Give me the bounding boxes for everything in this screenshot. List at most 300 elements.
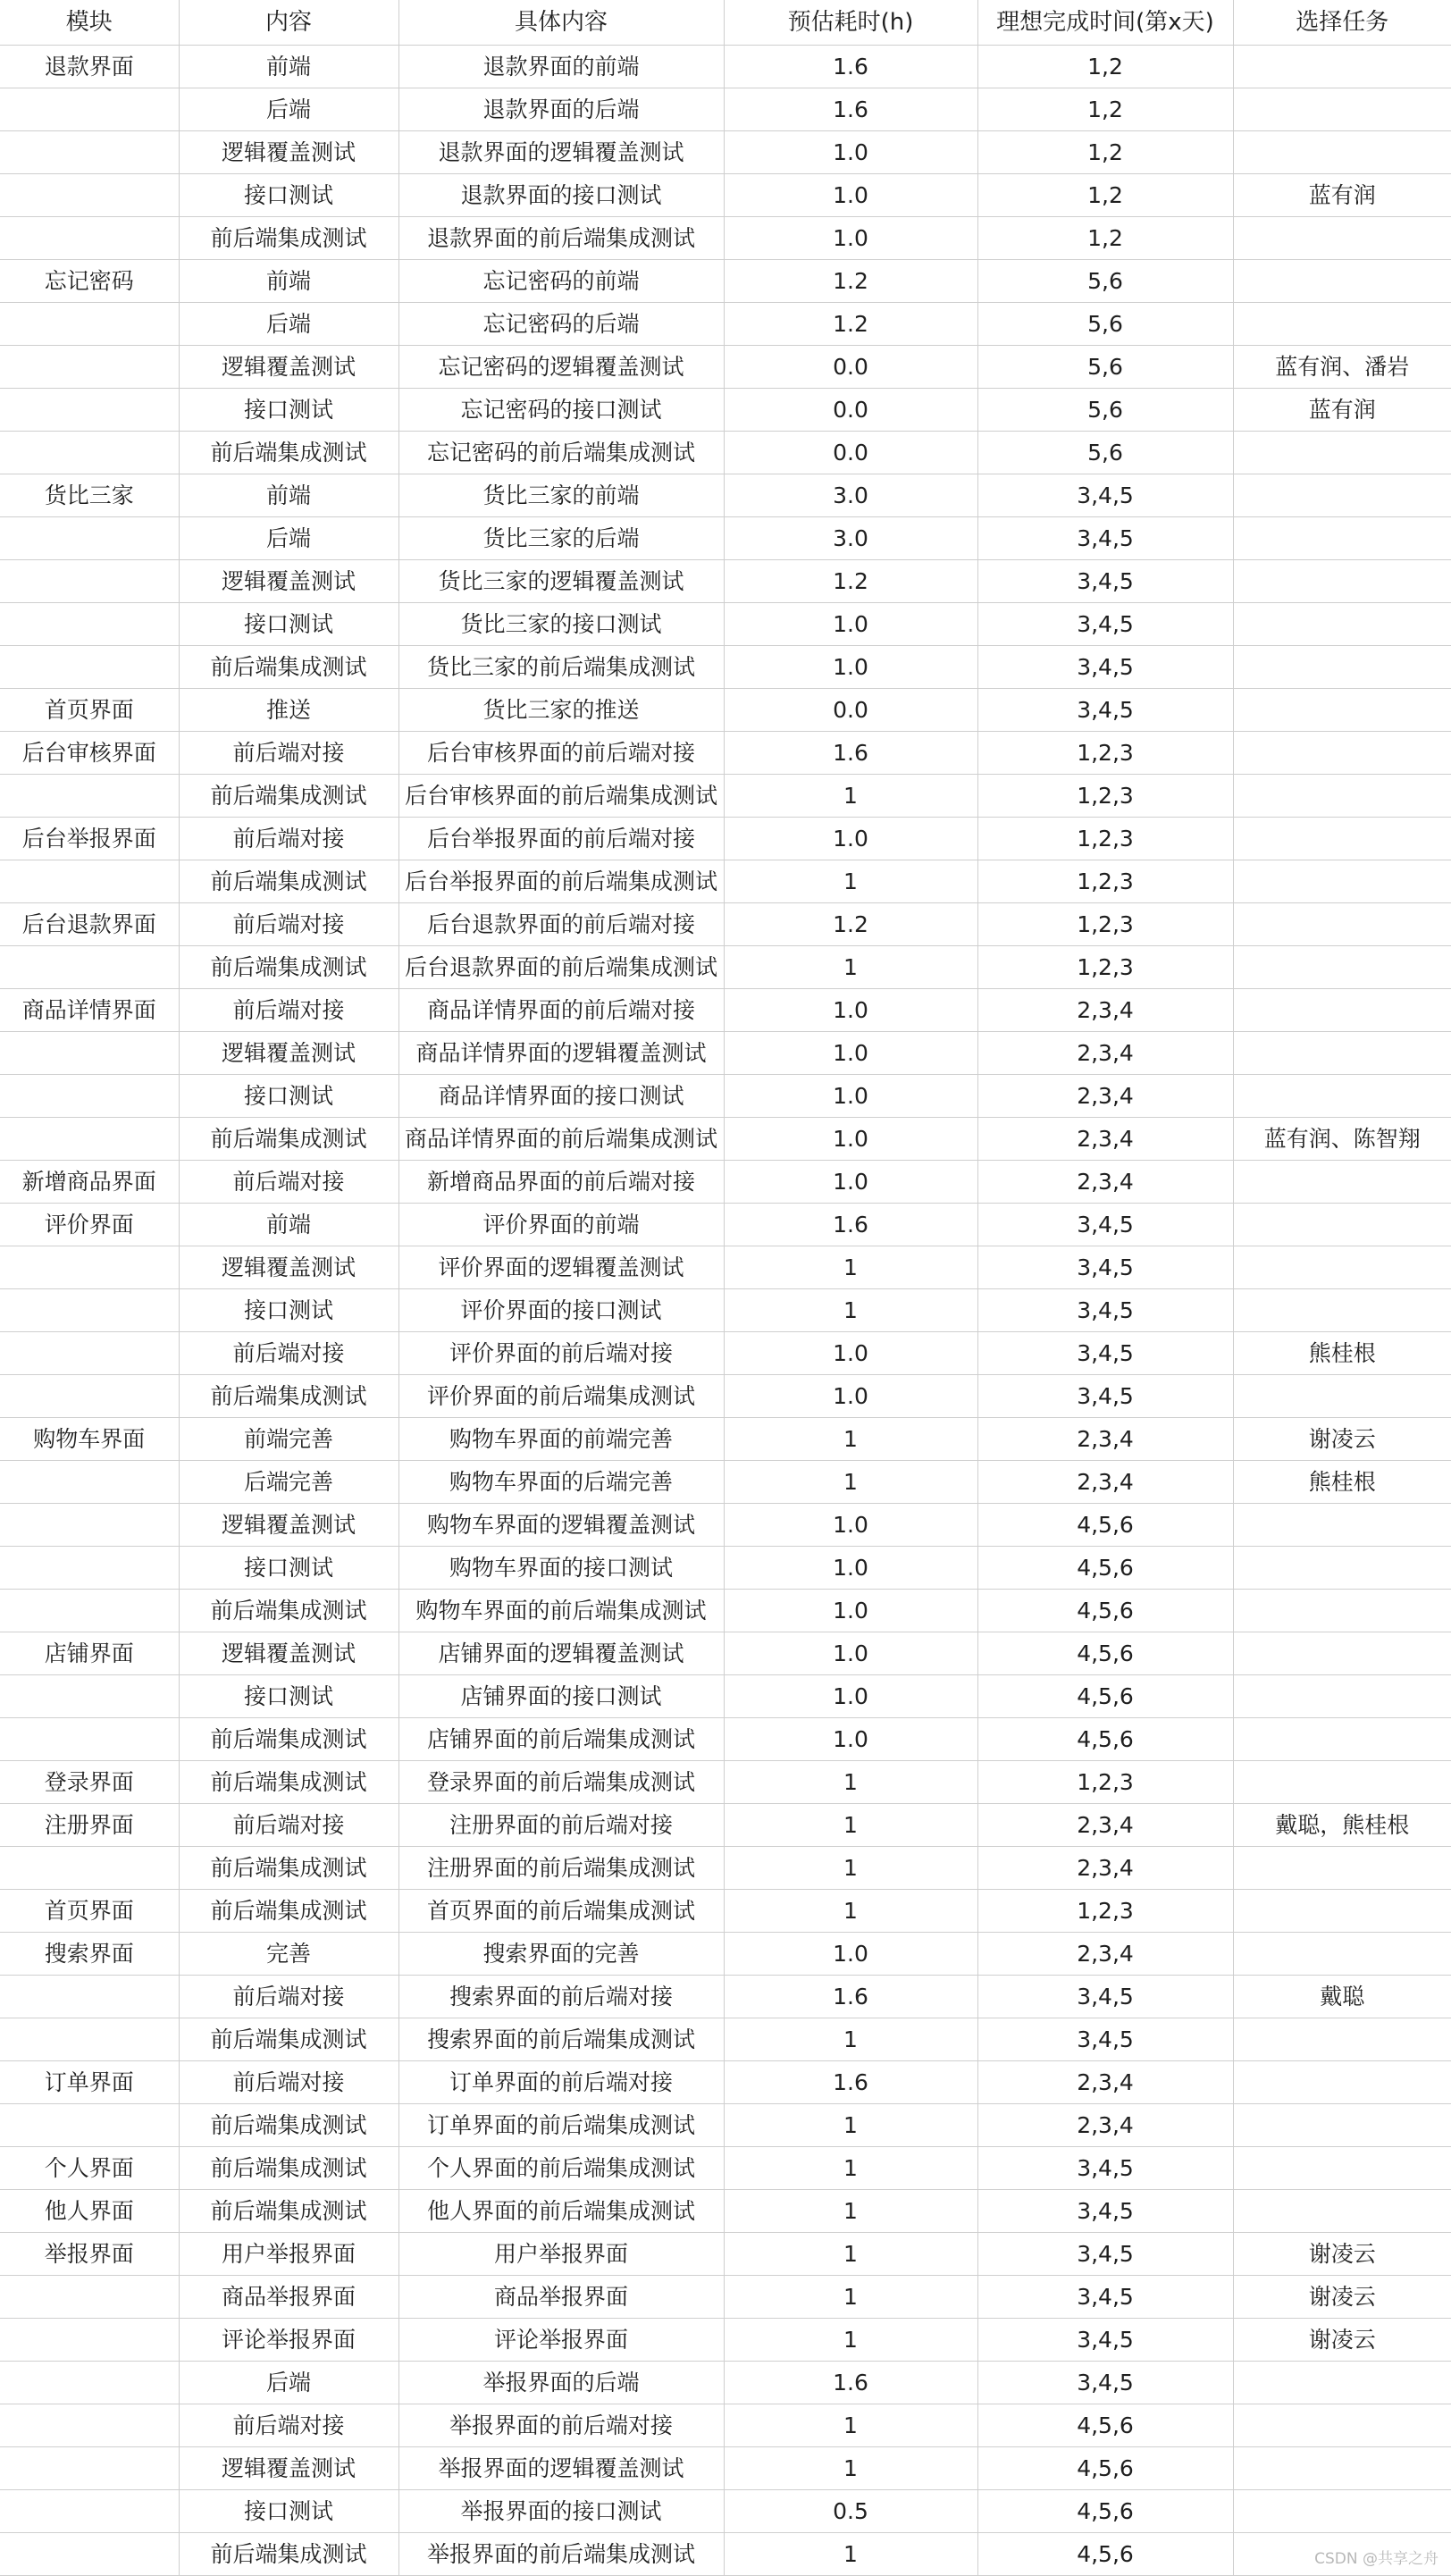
content-cell: 前后端对接 [179,1804,398,1847]
hours-cell: 1.0 [724,131,977,174]
table-row [0,603,1451,646]
content-cell: 前后端集成测试 [179,1890,398,1933]
assignee-cell: 熊桂根 [1233,1461,1451,1504]
assignee-cell [1233,2404,1451,2447]
hours-cell: 1 [724,2276,977,2319]
hours-cell: 1.2 [724,260,977,303]
detail-cell: 评论举报界面 [398,2319,724,2362]
module-cell: 首页界面 [0,1890,179,1933]
assignee-cell: 蓝有润 [1233,174,1451,217]
table-row [0,2190,1451,2233]
hours-cell: 1 [724,1418,977,1461]
content-cell: 商品举报界面 [179,2276,398,2319]
content-cell: 接口测试 [179,2490,398,2533]
module-cell [0,1246,179,1289]
assignee-cell [1233,732,1451,775]
module-cell: 他人界面 [0,2190,179,2233]
assignee-cell [1233,946,1451,989]
assignee-cell: 蓝有润 [1233,389,1451,432]
assignee-cell [1233,1933,1451,1976]
detail-cell: 忘记密码的逻辑覆盖测试 [398,346,724,389]
day-cell: 5,6 [977,346,1233,389]
table-row [0,2490,1451,2533]
day-cell: 2,3,4 [977,1161,1233,1204]
table-row [0,1418,1451,1461]
module-cell: 货比三家 [0,474,179,517]
module-cell: 个人界面 [0,2147,179,2190]
module-cell: 注册界面 [0,1804,179,1847]
module-cell [0,174,179,217]
content-cell: 后端 [179,88,398,131]
module-cell [0,1590,179,1632]
module-cell [0,1675,179,1718]
hours-cell: 1 [724,1804,977,1847]
table-row [0,2018,1451,2061]
detail-cell: 订单界面的前后端集成测试 [398,2104,724,2147]
table-row [0,1461,1451,1504]
day-cell: 3,4,5 [977,1375,1233,1418]
module-cell [0,1976,179,2018]
hours-cell: 1.0 [724,989,977,1032]
detail-cell: 注册界面的前后端对接 [398,1804,724,1847]
module-cell [0,2533,179,2576]
hours-cell: 3.0 [724,474,977,517]
header-detail: 具体内容 [398,0,724,46]
detail-cell: 搜索界面的前后端集成测试 [398,2018,724,2061]
hours-cell: 1.0 [724,646,977,689]
day-cell: 3,4,5 [977,2362,1233,2404]
table-row [0,2061,1451,2104]
content-cell: 完善 [179,1933,398,1976]
table-row [0,989,1451,1032]
module-cell [0,860,179,903]
hours-cell: 1.6 [724,2061,977,2104]
module-cell [0,1032,179,1075]
module-cell [0,1461,179,1504]
assignee-cell [1233,860,1451,903]
detail-cell: 购物车界面的前后端集成测试 [398,1590,724,1632]
content-cell: 前后端集成测试 [179,2533,398,2576]
content-cell: 前后端对接 [179,2061,398,2104]
hours-cell: 1.0 [724,1632,977,1675]
day-cell: 3,4,5 [977,2319,1233,2362]
hours-cell: 1 [724,860,977,903]
assignee-cell [1233,2147,1451,2190]
hours-cell: 1 [724,2233,977,2276]
content-cell: 前后端对接 [179,1332,398,1375]
detail-cell: 退款界面的后端 [398,88,724,131]
content-cell: 推送 [179,689,398,732]
hours-cell: 1.6 [724,46,977,88]
module-cell [0,2104,179,2147]
table-row [0,1246,1451,1289]
day-cell: 5,6 [977,432,1233,474]
detail-cell: 注册界面的前后端集成测试 [398,1847,724,1890]
table-row [0,517,1451,560]
assignee-cell [1233,88,1451,131]
day-cell: 2,3,4 [977,1933,1233,1976]
table-row [0,46,1451,88]
assignee-cell [1233,1675,1451,1718]
detail-cell: 商品详情界面的前后端集成测试 [398,1118,724,1161]
table-row [0,1161,1451,1204]
module-cell [0,1289,179,1332]
detail-cell: 购物车界面的逻辑覆盖测试 [398,1504,724,1547]
assignee-cell [1233,46,1451,88]
table-row [0,2362,1451,2404]
assignee-cell [1233,2018,1451,2061]
hours-cell: 1 [724,1761,977,1804]
content-cell: 前端 [179,1204,398,1246]
hours-cell: 1 [724,2533,977,2576]
module-cell: 评价界面 [0,1204,179,1246]
module-cell [0,346,179,389]
hours-cell: 1.0 [724,1161,977,1204]
content-cell: 接口测试 [179,174,398,217]
day-cell: 2,3,4 [977,1118,1233,1161]
assignee-cell: 谢凌云 [1233,1418,1451,1461]
content-cell: 前端 [179,474,398,517]
module-cell [0,217,179,260]
module-cell [0,2490,179,2533]
assignee-cell [1233,603,1451,646]
day-cell: 4,5,6 [977,2533,1233,2576]
assignee-cell [1233,2447,1451,2490]
detail-cell: 退款界面的逻辑覆盖测试 [398,131,724,174]
module-cell [0,946,179,989]
content-cell: 前端 [179,46,398,88]
detail-cell: 退款界面的接口测试 [398,174,724,217]
hours-cell: 1.0 [724,1504,977,1547]
header-assignee: 选择任务 [1233,0,1451,46]
hours-cell: 1.6 [724,1976,977,2018]
module-cell [0,2319,179,2362]
day-cell: 3,4,5 [977,517,1233,560]
hours-cell: 1 [724,1246,977,1289]
table-row [0,1847,1451,1890]
table-row [0,2233,1451,2276]
content-cell: 评论举报界面 [179,2319,398,2362]
day-cell: 4,5,6 [977,1675,1233,1718]
day-cell: 1,2 [977,46,1233,88]
detail-cell: 商品详情界面的前后端对接 [398,989,724,1032]
module-cell [0,2362,179,2404]
hours-cell: 1.6 [724,732,977,775]
day-cell: 2,3,4 [977,1461,1233,1504]
detail-cell: 货比三家的逻辑覆盖测试 [398,560,724,603]
assignee-cell: 戴聪，熊桂根 [1233,1804,1451,1847]
module-cell: 后台举报界面 [0,818,179,860]
assignee-cell [1233,775,1451,818]
content-cell: 前后端集成测试 [179,646,398,689]
detail-cell: 举报界面的前后端对接 [398,2404,724,2447]
detail-cell: 货比三家的推送 [398,689,724,732]
content-cell: 前后端对接 [179,818,398,860]
hours-cell: 1 [724,2319,977,2362]
hours-cell: 1.0 [724,1718,977,1761]
table-row [0,860,1451,903]
detail-cell: 商品详情界面的接口测试 [398,1075,724,1118]
day-cell: 2,3,4 [977,2061,1233,2104]
day-cell: 3,4,5 [977,2233,1233,2276]
day-cell: 3,4,5 [977,1976,1233,2018]
content-cell: 前后端集成测试 [179,217,398,260]
content-cell: 前端完善 [179,1418,398,1461]
day-cell: 1,2 [977,174,1233,217]
assignee-cell [1233,1761,1451,1804]
assignee-cell: 谢凌云 [1233,2276,1451,2319]
hours-cell: 1.0 [724,1933,977,1976]
detail-cell: 登录界面的前后端集成测试 [398,1761,724,1804]
day-cell: 2,3,4 [977,2104,1233,2147]
assignee-cell [1233,560,1451,603]
day-cell: 1,2 [977,88,1233,131]
content-cell: 前端 [179,260,398,303]
assignee-cell [1233,646,1451,689]
assignee-cell [1233,2061,1451,2104]
table-row [0,1761,1451,1804]
assignee-cell [1233,989,1451,1032]
content-cell: 用户举报界面 [179,2233,398,2276]
assignee-cell [1233,903,1451,946]
assignee-cell [1233,1847,1451,1890]
day-cell: 1,2,3 [977,903,1233,946]
table-row [0,1547,1451,1590]
detail-cell: 后台审核界面的前后端集成测试 [398,775,724,818]
hours-cell: 1.0 [724,217,977,260]
detail-cell: 个人界面的前后端集成测试 [398,2147,724,2190]
detail-cell: 他人界面的前后端集成测试 [398,2190,724,2233]
table-row [0,732,1451,775]
day-cell: 2,3,4 [977,1418,1233,1461]
assignee-cell [1233,217,1451,260]
detail-cell: 新增商品界面的前后端对接 [398,1161,724,1204]
table-row [0,1289,1451,1332]
content-cell: 逻辑覆盖测试 [179,1032,398,1075]
table-row [0,689,1451,732]
module-cell [0,560,179,603]
day-cell: 4,5,6 [977,1547,1233,1590]
content-cell: 前后端集成测试 [179,860,398,903]
hours-cell: 1 [724,1289,977,1332]
table-row [0,1590,1451,1632]
assignee-cell [1233,517,1451,560]
assignee-cell [1233,2490,1451,2533]
detail-cell: 购物车界面的后端完善 [398,1461,724,1504]
hours-cell: 1.0 [724,1547,977,1590]
table-body [0,46,1451,2576]
day-cell: 1,2,3 [977,860,1233,903]
detail-cell: 退款界面的前后端集成测试 [398,217,724,260]
module-cell [0,646,179,689]
detail-cell: 评价界面的前后端集成测试 [398,1375,724,1418]
detail-cell: 用户举报界面 [398,2233,724,2276]
header-estimated-hours: 预估耗时(h) [724,0,977,46]
table-row [0,2319,1451,2362]
assignee-cell: 戴聪 [1233,1976,1451,2018]
table-row [0,1675,1451,1718]
detail-cell: 首页界面的前后端集成测试 [398,1890,724,1933]
assignee-cell [1233,1504,1451,1547]
assignee-cell [1233,1890,1451,1933]
header-content: 内容 [179,0,398,46]
day-cell: 4,5,6 [977,1590,1233,1632]
detail-cell: 店铺界面的接口测试 [398,1675,724,1718]
day-cell: 3,4,5 [977,646,1233,689]
module-cell: 后台退款界面 [0,903,179,946]
module-cell: 后台审核界面 [0,732,179,775]
content-cell: 前后端对接 [179,1976,398,2018]
table-row [0,1032,1451,1075]
detail-cell: 举报界面的前后端集成测试 [398,2533,724,2576]
day-cell: 1,2 [977,217,1233,260]
hours-cell: 1.6 [724,2362,977,2404]
detail-cell: 评价界面的逻辑覆盖测试 [398,1246,724,1289]
module-cell: 商品详情界面 [0,989,179,1032]
content-cell: 逻辑覆盖测试 [179,1632,398,1675]
assignee-cell [1233,689,1451,732]
detail-cell: 货比三家的前后端集成测试 [398,646,724,689]
table-row [0,1118,1451,1161]
content-cell: 前后端集成测试 [179,1718,398,1761]
detail-cell: 订单界面的前后端对接 [398,2061,724,2104]
day-cell: 1,2,3 [977,1761,1233,1804]
table-row [0,1933,1451,1976]
hours-cell: 1.0 [724,1590,977,1632]
header-module: 模块 [0,0,179,46]
hours-cell: 1 [724,2190,977,2233]
hours-cell: 0.0 [724,432,977,474]
detail-cell: 后台审核界面的前后端对接 [398,732,724,775]
module-cell: 订单界面 [0,2061,179,2104]
hours-cell: 1 [724,1461,977,1504]
assignee-cell [1233,1718,1451,1761]
content-cell: 逻辑覆盖测试 [179,2447,398,2490]
table-row [0,88,1451,131]
table-row [0,346,1451,389]
hours-cell: 0.0 [724,689,977,732]
module-cell [0,1075,179,1118]
content-cell: 前后端对接 [179,1161,398,1204]
hours-cell: 1 [724,2404,977,2447]
day-cell: 4,5,6 [977,2447,1233,2490]
content-cell: 前后端集成测试 [179,1118,398,1161]
table-row [0,2276,1451,2319]
table-row [0,1804,1451,1847]
hours-cell: 1.0 [724,1332,977,1375]
module-cell [0,1718,179,1761]
content-cell: 逻辑覆盖测试 [179,560,398,603]
content-cell: 前后端集成测试 [179,432,398,474]
assignee-cell [1233,131,1451,174]
content-cell: 接口测试 [179,1075,398,1118]
table-row [0,1504,1451,1547]
detail-cell: 后台退款界面的前后端集成测试 [398,946,724,989]
table-row [0,2447,1451,2490]
content-cell: 前后端集成测试 [179,2104,398,2147]
table-row [0,2533,1451,2576]
content-cell: 前后端集成测试 [179,2147,398,2190]
content-cell: 逻辑覆盖测试 [179,1246,398,1289]
assignee-cell: 蓝有润、潘岩 [1233,346,1451,389]
table-row [0,1075,1451,1118]
content-cell: 后端 [179,2362,398,2404]
hours-cell: 1 [724,2447,977,2490]
table-row [0,2147,1451,2190]
module-cell: 首页界面 [0,689,179,732]
content-cell: 后端 [179,517,398,560]
content-cell: 前后端对接 [179,2404,398,2447]
table-row [0,1976,1451,2018]
watermark: CSDN @共享之舟 [1314,2550,1438,2568]
assignee-cell [1233,1547,1451,1590]
day-cell: 4,5,6 [977,2490,1233,2533]
assignee-cell [1233,1075,1451,1118]
module-cell: 登录界面 [0,1761,179,1804]
table-row [0,1204,1451,1246]
hours-cell: 0.5 [724,2490,977,2533]
content-cell: 前后端集成测试 [179,2018,398,2061]
content-cell: 前后端对接 [179,732,398,775]
day-cell: 2,3,4 [977,1847,1233,1890]
assignee-cell [1233,2362,1451,2404]
detail-cell: 评价界面的前后端对接 [398,1332,724,1375]
detail-cell: 购物车界面的接口测试 [398,1547,724,1590]
detail-cell: 后台举报界面的前后端对接 [398,818,724,860]
table-row [0,818,1451,860]
table-row [0,432,1451,474]
assignee-cell [1233,1032,1451,1075]
hours-cell: 1.0 [724,1075,977,1118]
hours-cell: 1.0 [724,174,977,217]
day-cell: 3,4,5 [977,689,1233,732]
table-row [0,560,1451,603]
day-cell: 1,2,3 [977,1890,1233,1933]
assignee-cell: 谢凌云 [1233,2319,1451,2362]
day-cell: 3,4,5 [977,2190,1233,2233]
content-cell: 后端 [179,303,398,346]
table-row [0,2104,1451,2147]
module-cell [0,1847,179,1890]
day-cell: 5,6 [977,389,1233,432]
detail-cell: 举报界面的后端 [398,2362,724,2404]
detail-cell: 忘记密码的前端 [398,260,724,303]
content-cell: 接口测试 [179,1547,398,1590]
module-cell [0,1375,179,1418]
table-row [0,903,1451,946]
detail-cell: 举报界面的逻辑覆盖测试 [398,2447,724,2490]
module-cell [0,775,179,818]
table-row [0,260,1451,303]
detail-cell: 货比三家的接口测试 [398,603,724,646]
module-cell [0,432,179,474]
module-cell: 举报界面 [0,2233,179,2276]
assignee-cell [1233,1161,1451,1204]
content-cell: 前后端集成测试 [179,1375,398,1418]
module-cell: 搜索界面 [0,1933,179,1976]
table-row [0,646,1451,689]
assignee-cell [1233,474,1451,517]
table-row [0,1718,1451,1761]
assignee-cell: 熊桂根 [1233,1332,1451,1375]
hours-cell: 1 [724,2018,977,2061]
hours-cell: 1.0 [724,1375,977,1418]
module-cell [0,517,179,560]
detail-cell: 后台举报界面的前后端集成测试 [398,860,724,903]
assignee-cell: 谢凌云 [1233,2233,1451,2276]
content-cell: 前后端对接 [179,903,398,946]
hours-cell: 1.0 [724,1032,977,1075]
